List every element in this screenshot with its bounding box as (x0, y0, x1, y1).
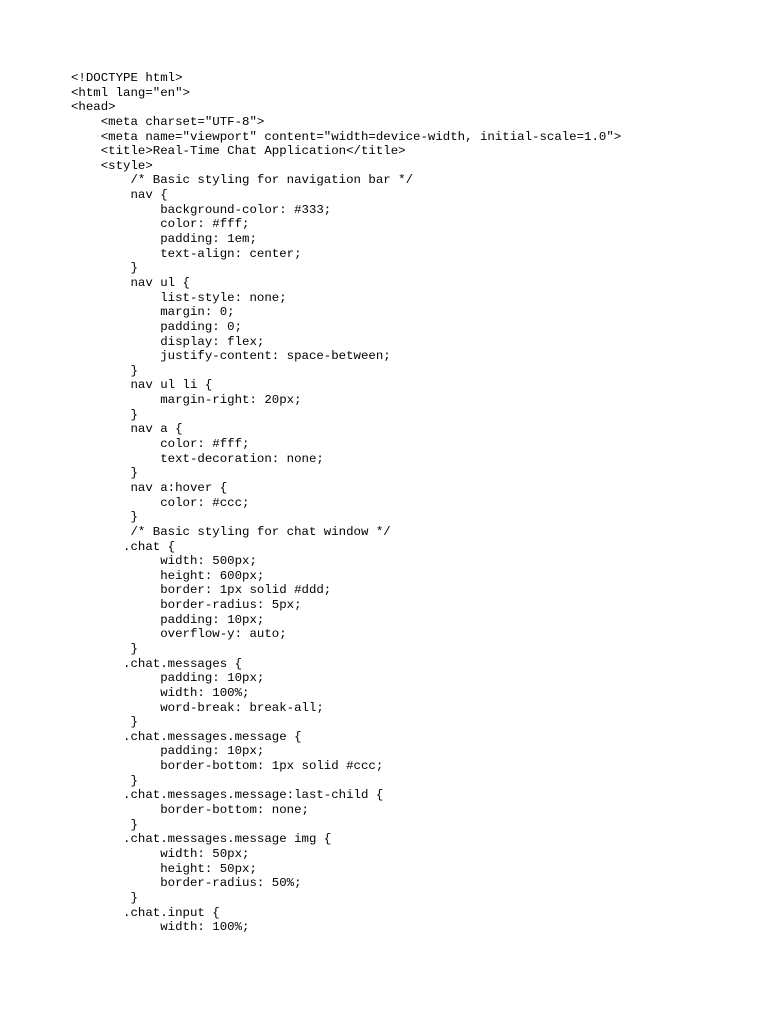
code-line: background-color: #333; (71, 202, 332, 217)
code-line: <meta charset="UTF-8"> (71, 114, 265, 129)
code-line: <head> (71, 100, 116, 115)
code-line: nav ul li { (71, 378, 213, 393)
code-line: } (71, 890, 138, 905)
code-line: width: 100%; (71, 685, 250, 700)
code-line: <html lang="en"> (71, 85, 190, 100)
code-line: display: flex; (71, 334, 265, 349)
code-line: nav a:hover { (71, 480, 228, 495)
code-line: padding: 0; (71, 319, 243, 334)
code-line: width: 500px; (71, 554, 257, 569)
code-line: .chat.messages { (71, 656, 243, 671)
code-line: border: 1px solid #ddd; (71, 583, 332, 598)
code-line: width: 50px; (71, 846, 250, 861)
code-line: height: 600px; (71, 568, 265, 583)
code-line: <!DOCTYPE html> (71, 71, 183, 85)
code-line: <title>Real-Time Chat Application</title> (71, 144, 406, 159)
code-line: padding: 10px; (71, 612, 265, 627)
code-line: } (71, 466, 138, 481)
code-line: } (71, 261, 138, 276)
code-line: nav { (71, 188, 168, 203)
code-line: border-radius: 50%; (71, 876, 302, 891)
code-line: padding: 10px; (71, 744, 265, 759)
code-line: border-bottom: 1px solid #ccc; (71, 759, 384, 774)
code-line: .chat.input { (71, 905, 220, 920)
code-line: } (71, 817, 138, 832)
code-line: .chat.messages.message { (71, 729, 302, 744)
code-line: } (71, 715, 138, 730)
code-line: list-style: none; (71, 290, 287, 305)
code-line: justify-content: space-between; (71, 349, 391, 364)
code-line: } (71, 407, 138, 422)
code-line: margin: 0; (71, 305, 235, 320)
code-line: } (71, 641, 138, 656)
code-line: padding: 10px; (71, 671, 265, 686)
code-listing (71, 71, 621, 935)
code-line: } (71, 773, 138, 788)
code-line: padding: 1em; (71, 232, 257, 247)
code-line: border-bottom: none; (71, 803, 309, 818)
code-line: /* Basic styling for navigation bar */ (71, 173, 414, 188)
code-line: <meta name="viewport" content="width=device-width, initial-scale=1.0"> (71, 129, 622, 144)
code-line: } (71, 510, 138, 525)
code-line: color: #fff; (71, 437, 250, 452)
code-line: color: #fff; (71, 217, 250, 232)
code-line: .chat.messages.message img { (71, 832, 332, 847)
code-line: overflow-y: auto; (71, 627, 287, 642)
code-line: } (71, 363, 138, 378)
code-line: width: 100%; (71, 920, 250, 935)
code-line: .chat { (71, 539, 176, 554)
code-line: word-break: break-all; (71, 700, 324, 715)
code-line: .chat.messages.message:last-child { (71, 788, 384, 803)
code-line: /* Basic styling for chat window */ (71, 524, 391, 539)
code-line: margin-right: 20px; (71, 393, 302, 408)
code-line: <style> (71, 158, 153, 173)
code-line: text-align: center; (71, 246, 302, 261)
code-line: nav ul { (71, 275, 190, 290)
code-line: color: #ccc; (71, 495, 250, 510)
code-line: height: 50px; (71, 861, 257, 876)
code-line: text-decoration: none; (71, 451, 324, 466)
code-line: border-radius: 5px; (71, 598, 302, 613)
code-line: nav a { (71, 422, 183, 437)
